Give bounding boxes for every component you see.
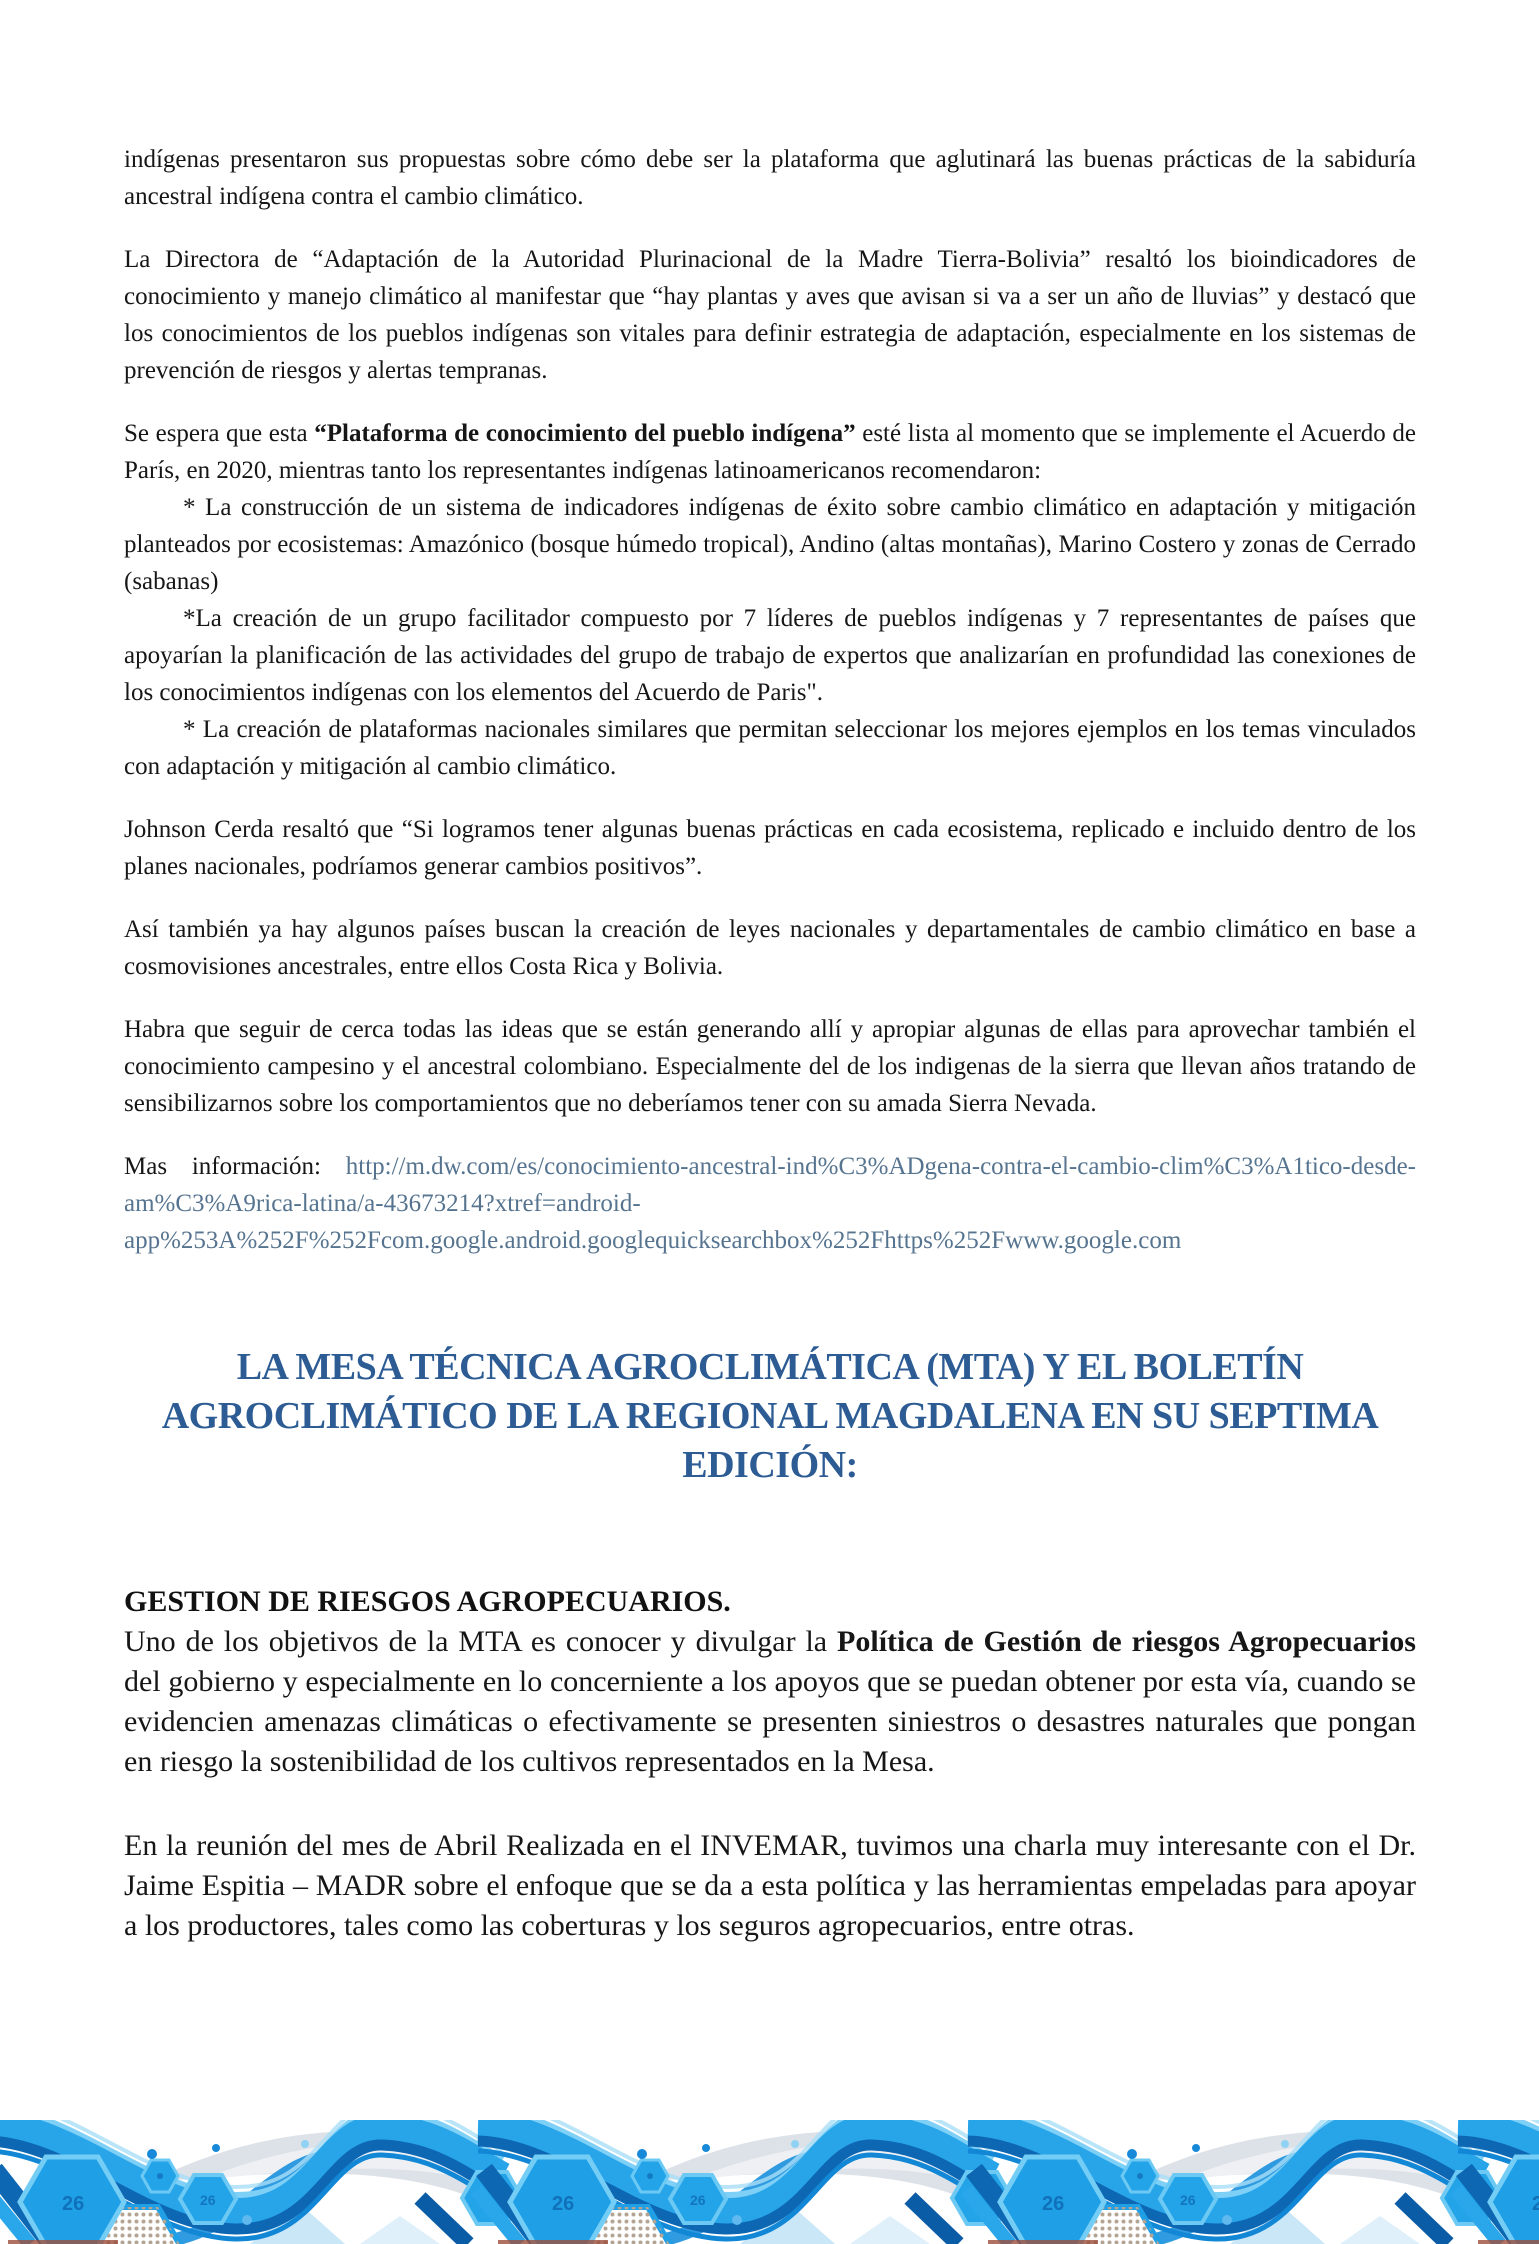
bullet-grupo-facilitador: *La creación de un grupo facilitador compuesto por 7 líderes de pueblos indígenas y 7 representantes de países que apoyarían la planificación de las actividades del grupo de trabajo de expertos que analizarían en profundidad las conexiones de los conocimientos indígenas con los elementos del Acuerdo de Paris". <box>124 605 1416 706</box>
paragraph-plataforma-post: esté lista al momento que se implemente el Acuerdo de París, en 2020, mientras tanto los representantes indígenas latinoamericanos recomendaron: <box>124 420 1416 484</box>
paragraph-reunion-abril: En la reunión del mes de Abril Realizada en el INVEMAR, tuvimos una charla muy interesante con el Dr. Jaime Espitia – MADR sobre el enfoque que se da a esta política y las herramientas empeladas para apoyar a los productores, tales como las coberturas y los seguros agropecuarios, entre otras. <box>124 1829 1416 1942</box>
more-info-link[interactable]: http://m.dw.com/es/conocimiento-ancestral-ind%C3%ADgena-contra-el-cambio-clim%C3%A1tico-desde-am%C3%A9rica-latina/a-43673214?xtref=android-app%253A%252F%252Fcom.google.android.googlequicksearchbox%252Fhttps%252Fwww.google.com <box>124 1153 1417 1254</box>
paragraph-more-info <box>124 1148 1416 1259</box>
paragraph-objetivos-pre: Uno de los objetivos de la MTA es conocer y divulgar la <box>124 1625 838 1658</box>
decorative-footer-banner <box>0 2120 1539 2244</box>
paragraph-johnson-cerda: Johnson Cerda resaltó que “Si logramos tener algunas buenas prácticas en cada ecosistema, replicado e incluido dentro de los planes nacionales, podríamos generar cambios positivos”. <box>124 816 1416 880</box>
paragraph-leyes-nacionales: Así también ya hay algunos países buscan la creación de leyes nacionales y departamentales de cambio climático en base a cosmovisiones ancestrales, entre ellos Costa Rica y Bolivia. <box>124 916 1416 980</box>
paragraph-objetivos-post: del gobierno y especialmente en lo concerniente a los apoyos que se puedan obtener por esta vía, cuando se evidencien amenazas climáticas o efectivamente se presenten siniestros o desastres naturales que pongan en riesgo la sostenibilidad de los cultivos representados en la Mesa. <box>124 1665 1416 1778</box>
paragraph-plataforma-pre: Se espera que esta <box>124 420 315 447</box>
more-info-label: Mas información: <box>124 1153 321 1180</box>
paragraph-objetivos-bold: Política de Gestión de riesgos Agropecuarios <box>837 1625 1416 1658</box>
paragraph-intro: indígenas presentaron sus propuestas sobre cómo debe ser la plataforma que aglutinará las buenas prácticas de la sabiduría ancestral indígena contra el cambio climático. <box>124 146 1416 210</box>
paragraph-objetivos-mta <box>124 1622 1416 1782</box>
paragraph-sierra-nevada: Habra que seguir de cerca todas las ideas que se están generando allí y apropiar algunas de ellas para aprovechar también el conocimiento campesino y el ancestral colombiano. Especialmente del de los indigenas de la sierra que llevan años tratando de sensibilizarnos sobre los comportamientos que no deberíamos tener con su amada Sierra Nevada. <box>124 1016 1416 1117</box>
paragraph-directora: La Directora de “Adaptación de la Autoridad Plurinacional de la Madre Tierra-Bolivia” resaltó los bioindicadores de conocimiento y manejo climático al manifestar que “hay plantas y aves que avisan si va a ser un año de lluvias” y destacó que los conocimientos de los pueblos indígenas son vitales para definir estrategia de adaptación, especialmente en los sistemas de prevención de riesgos y alertas tempranas. <box>124 246 1416 384</box>
subheading-gestion-riesgos: GESTION DE RIESGOS AGROPECUARIOS. <box>124 1585 731 1618</box>
section-heading-mta: LA MESA TÉCNICA AGROCLIMÁTICA (MTA) Y EL BOLETÍN AGROCLIMÁTICO DE LA REGIONAL MAGDALENA EN SU SEPTIMA EDICIÓN: <box>161 1346 1379 1486</box>
paragraph-plataforma <box>124 415 1416 489</box>
bullet-construccion: * La construcción de un sistema de indicadores indígenas de éxito sobre cambio climático en adaptación y mitigación planteados por ecosistemas: Amazónico (bosque húmedo tropical), Andino (altas montañas), Marino Costero y zonas de Cerrado (sabanas) <box>124 494 1416 595</box>
paragraph-plataforma-bold: “Plataforma de conocimiento del pueblo indígena” <box>314 420 856 447</box>
bullet-plataformas-nacionales: * La creación de plataformas nacionales similares que permitan seleccionar los mejores ejemplos en los temas vinculados con adaptación y mitigación al cambio climático. <box>124 716 1416 780</box>
